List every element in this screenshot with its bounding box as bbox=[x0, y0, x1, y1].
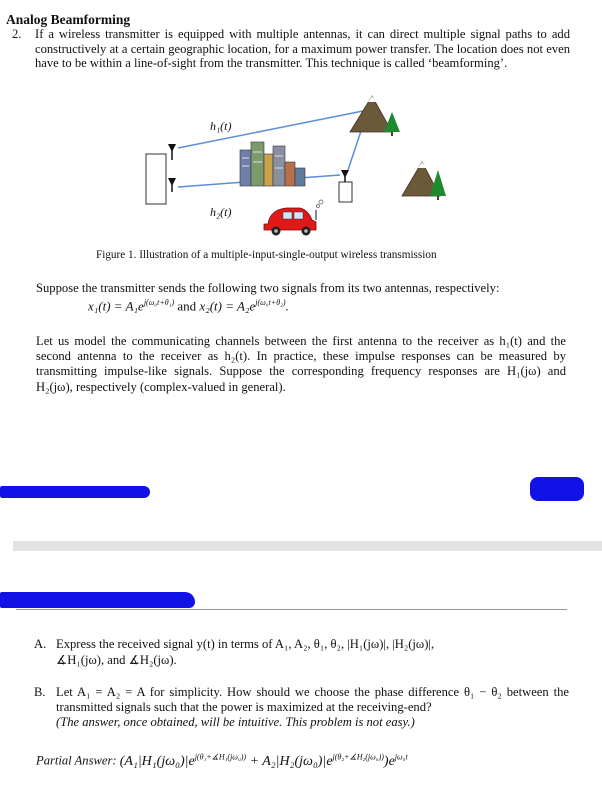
equation-end: . bbox=[285, 298, 289, 314]
pa-plus: + A₂|H₂(jω₀)|e bbox=[246, 753, 333, 769]
question-b-text: Let A₁ = A₂ = A for simplicity. How should we choose the phase difference θ₁ − θ₂ between the transmitted signals such that the power is maximized at the receiving-end? bbox=[56, 685, 569, 714]
antenna-1-icon bbox=[168, 144, 176, 152]
redaction-header bbox=[0, 592, 195, 608]
pa-exp1: j(θ₁+∡H₁(jω₀)) bbox=[194, 752, 247, 761]
problem-paragraph bbox=[12, 27, 570, 71]
receiver-box bbox=[339, 182, 352, 202]
beam-h1-to-mountain bbox=[178, 110, 368, 148]
x1-equation-lhs: x₁(t) = A₁e bbox=[88, 298, 144, 314]
partial-answer-label: Partial Answer: bbox=[36, 753, 117, 768]
pa-term1: (A₁|H₁(jω₀)|e bbox=[119, 753, 195, 769]
x2-exponent: j(ω₀t+θ₂) bbox=[255, 298, 286, 307]
header-rule bbox=[16, 609, 567, 610]
question-b bbox=[34, 685, 569, 730]
pa-exp3: jω₀t bbox=[394, 752, 408, 761]
redaction-left bbox=[0, 486, 150, 498]
question-b-note: (The answer, once obtained, will be intuitive. This problem is not easy.) bbox=[56, 715, 415, 729]
question-a-line1: Express the received signal y(t) in terms of A₁, A₂, θ₁, θ₂, |H₁(jω)|, |H₂(jω)|, bbox=[56, 637, 435, 651]
partial-answer-expression bbox=[120, 754, 408, 769]
page-separator bbox=[13, 541, 602, 551]
h1-label: h₁(t) bbox=[210, 119, 232, 133]
channel-model-paragraph: Let us model the communicating channels between the first antenna to the receiver as h₁(t) and the second antenna to the receiver as h₂(t). In practice, these impulse responses can be measured by transmitting impulse-like signals. Suppose the corresponding frequency responses are H₁(jω) and H₂(jω), respectively (complex-valued in general). bbox=[36, 334, 566, 394]
mountain-top-icon bbox=[350, 96, 400, 136]
problem-text: If a wireless transmitter is equipped with multiple antennas, it can direct multiple signal paths to add constructively at a certain geographic location, for a maximum power transfer. The location does not even have to be within a line-of-sight from the transmitter. This technique is called ‘beamforming’. bbox=[35, 27, 570, 71]
intro-text: Suppose the transmitter sends the following two signals from its two antennas, respectively: bbox=[36, 281, 500, 295]
x1-exponent: j(ω₀t+θ₁) bbox=[143, 298, 175, 307]
city-buildings-icon bbox=[240, 142, 305, 186]
partial-answer bbox=[36, 752, 408, 770]
beamforming-figure bbox=[140, 92, 460, 244]
redaction-right bbox=[530, 477, 584, 501]
antenna-2-icon bbox=[168, 178, 176, 186]
h2-label: h₂(t) bbox=[210, 205, 232, 219]
transmitter-box bbox=[146, 154, 166, 204]
mountain-right-icon bbox=[402, 162, 446, 200]
and-word: and bbox=[174, 298, 200, 314]
figure-caption: Figure 1. Illustration of a multiple-input-single-output wireless transmission bbox=[96, 249, 437, 261]
question-a-line2: ∡H₁(jω), and ∡H₂(jω). bbox=[56, 653, 177, 667]
car-icon bbox=[264, 200, 323, 236]
x2-equation-lhs: x₂(t) = A₂e bbox=[199, 298, 256, 314]
pa-exp2: j(θ₂+∡H₂(jω₀)) bbox=[332, 752, 384, 761]
problem-number: 2. bbox=[12, 27, 22, 41]
question-a-label: A. bbox=[34, 637, 47, 651]
receiver-antenna-icon bbox=[341, 170, 349, 178]
pa-close: )e bbox=[383, 753, 395, 769]
question-b-label: B. bbox=[34, 685, 46, 699]
question-a bbox=[34, 636, 569, 668]
signal-equations bbox=[88, 298, 289, 314]
section-title: Analog Beamforming bbox=[6, 12, 131, 27]
